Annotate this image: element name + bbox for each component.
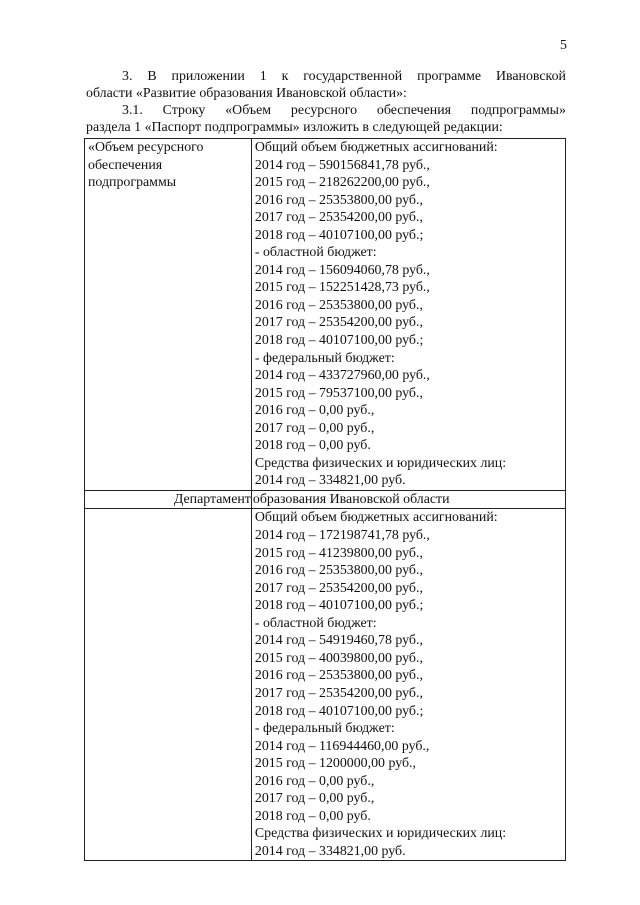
department-budget-line: 2016 год – 25353800,00 руб., — [254, 563, 423, 579]
budget-line: 2016 год – 25353800,00 руб., — [254, 297, 423, 313]
paragraph-item-3-1-word: «Объем — [225, 103, 272, 118]
budget-line: 2014 год – 433727960,00 руб., — [254, 368, 430, 384]
department-values-cell — [251, 509, 565, 861]
budget-line: 2016 год – 0,00 руб., — [254, 403, 375, 419]
department-name: образования Ивановской области — [251, 490, 565, 509]
paragraph-item-3-line-2: области «Развитие образования Ивановской области»: — [86, 86, 407, 101]
paragraph-item-3-word: В — [147, 69, 157, 84]
budget-line: 2014 год – 334821,00 руб. — [254, 473, 406, 489]
budget-line: Общий объем бюджетных ассигнований: — [254, 140, 498, 155]
department-budget-line: 2015 год – 1200000,00 руб., — [254, 756, 416, 772]
budget-line: 2015 год – 79537100,00 руб., — [254, 385, 423, 401]
paragraph-item-3-1-line-1 — [86, 102, 566, 119]
department-budget-line: 2016 год – 25353800,00 руб., — [254, 668, 423, 684]
department-budget-line: 2014 год – 172198741,78 руб., — [254, 528, 430, 544]
budget-line: 2018 год – 0,00 руб. — [254, 438, 371, 454]
paragraph-item-3-line-1 — [86, 68, 566, 85]
department-budget-line: 2016 год – 0,00 руб., — [254, 773, 375, 789]
row-label-line: «Объем ресурсного — [88, 140, 204, 155]
paragraph-item-3-1-word: 3.1. — [122, 103, 143, 118]
paragraph-item-3-word: 3. — [122, 69, 133, 84]
department-budget-line: 2018 год – 40107100,00 руб.; — [254, 703, 424, 719]
table-row-department-values — [85, 509, 566, 861]
paragraph-item-3-1-word: подпрограммы» — [470, 103, 566, 118]
department-budget-line: 2015 год – 40039800,00 руб., — [254, 650, 423, 666]
budget-line: Средства физических и юридических лиц: — [254, 455, 507, 471]
department-budget-line: Общий объем бюджетных ассигнований: — [254, 510, 498, 526]
budget-line: 2015 год – 218262200,00 руб., — [254, 175, 430, 191]
department-budget-line: Средства физических и юридических лиц: — [254, 826, 507, 842]
department-budget-line: 2017 год – 0,00 руб., — [254, 791, 375, 807]
department-budget-line: 2017 год – 25354200,00 руб., — [254, 580, 423, 596]
budget-line: 2017 год – 0,00 руб., — [254, 420, 375, 436]
department-budget-line: 2018 год – 0,00 руб. — [254, 808, 371, 824]
paragraph-item-3-1-word: Строку — [162, 103, 206, 118]
budget-line: 2014 год – 590156841,78 руб., — [254, 157, 430, 173]
resource-table — [84, 138, 566, 861]
paragraph-item-3-word: приложении — [171, 69, 245, 84]
department-budget-line: 2014 год – 334821,00 руб. — [254, 843, 406, 859]
budget-line: - областной бюджет: — [254, 245, 377, 261]
row-label-line: подпрограммы — [88, 175, 177, 191]
paragraph-item-3-word: государственной — [303, 69, 403, 84]
department-label: Департамент — [85, 490, 252, 509]
empty-label-cell — [85, 509, 252, 861]
paragraph-item-3-word: 1 — [259, 69, 267, 84]
row-label-cell — [85, 139, 252, 491]
department-budget-line: - федеральный бюджет: — [254, 721, 395, 737]
department-budget-line: 2014 год – 116944460,00 руб., — [254, 738, 430, 754]
budget-line: 2018 год – 40107100,00 руб.; — [254, 333, 424, 349]
paragraph-item-3-word: программе — [417, 69, 482, 84]
paragraph-item-3-1 — [86, 102, 566, 136]
paragraph-item-3-1-word: обеспечения — [376, 103, 452, 118]
department-budget-line: 2017 год – 25354200,00 руб., — [254, 685, 423, 701]
department-budget-line: 2014 год – 54919460,78 руб., — [254, 633, 423, 649]
paragraph-item-3 — [86, 68, 566, 102]
department-budget-line: 2015 год – 41239800,00 руб., — [254, 545, 423, 561]
paragraph-item-3-1-line-2: раздела 1 «Паспорт подпрограммы» изложить в следующей редакции: — [86, 120, 503, 135]
department-budget-line: 2018 год – 40107100,00 руб.; — [254, 598, 424, 614]
paragraph-item-3-word: Ивановской — [495, 69, 566, 84]
table-row-department — [85, 490, 566, 509]
budget-line: - федеральный бюджет: — [254, 350, 395, 366]
budget-line: 2015 год – 152251428,73 руб., — [254, 280, 430, 296]
paragraph-item-3-word: к — [281, 69, 289, 84]
department-budget-line: - областной бюджет: — [254, 615, 377, 631]
budget-line: 2014 год – 156094060,78 руб., — [254, 262, 430, 278]
budget-line: 2016 год – 25353800,00 руб., — [254, 192, 423, 208]
budget-line: 2018 год – 40107100,00 руб.; — [254, 227, 424, 243]
table-row-total — [85, 139, 566, 491]
row-label-line: обеспечения — [88, 157, 163, 173]
paragraph-item-3-1-word: ресурсного — [290, 103, 358, 118]
page-number: 5 — [560, 38, 567, 53]
budget-line: 2017 год – 25354200,00 руб., — [254, 210, 423, 226]
budget-line: 2017 год – 25354200,00 руб., — [254, 315, 423, 331]
row-values-cell — [251, 139, 565, 491]
